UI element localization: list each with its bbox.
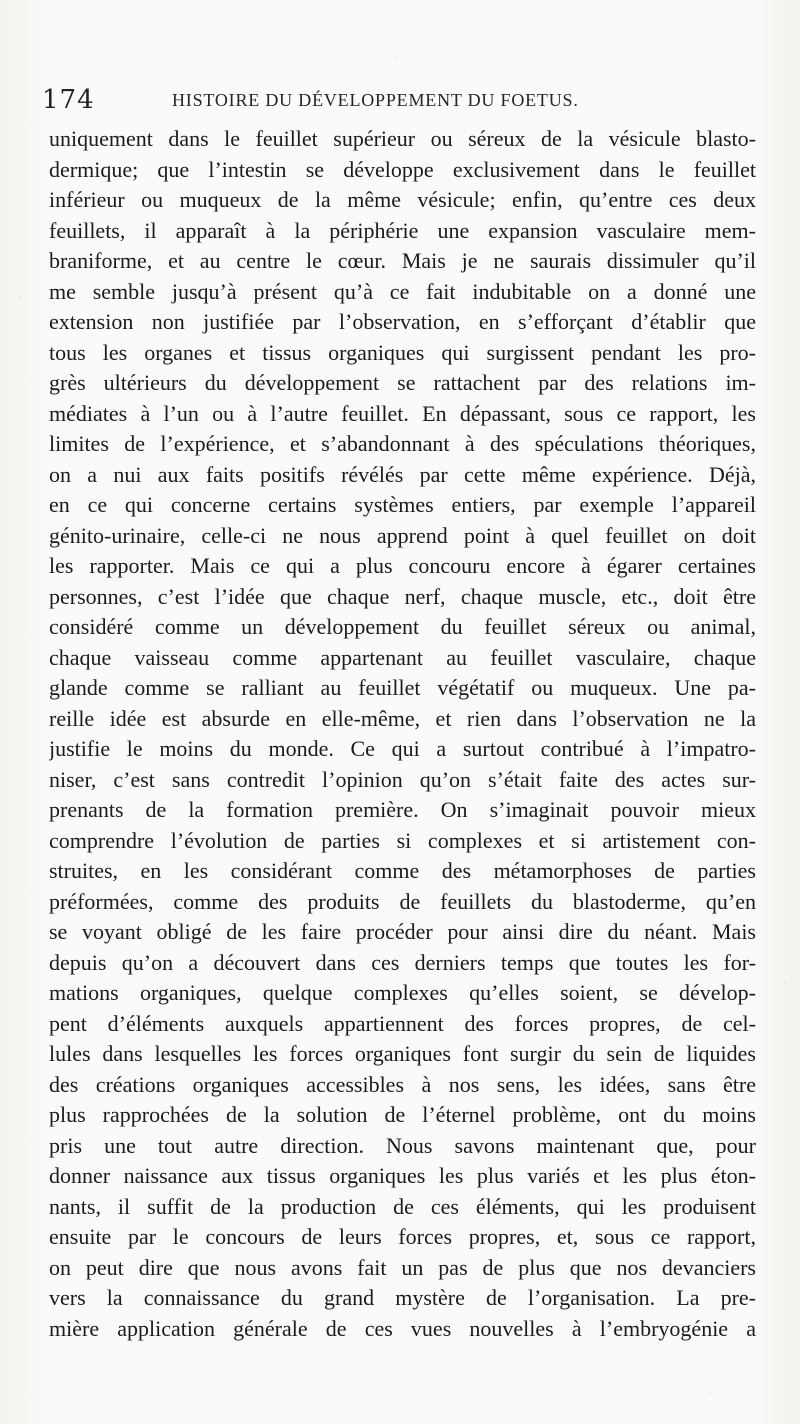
text-line: vers la connaissance du grand mystère de l’organisation. La pre- xyxy=(49,1285,756,1310)
text-line: prenants de la formation première. On s’imaginait pouvoir mieux xyxy=(49,797,756,822)
page-header xyxy=(42,84,758,116)
text-line: on peut dire que nous avons fait un pas de plus que nos devanciers xyxy=(49,1254,756,1280)
text-line: pent d’éléments auxquels appartiennent des forces propres, de cel- xyxy=(49,1010,756,1036)
text-line: se voyant obligé de les faire procéder pour ainsi dire du néant. Mais xyxy=(49,919,756,944)
text-line: mière application générale de ces vues nouvelles à l’embryogénie a xyxy=(49,1315,756,1341)
page-number: 174 xyxy=(42,85,95,115)
text-line: ensuite par le concours de leurs forces propres, et, sous ce rapport, xyxy=(49,1224,756,1249)
text-line: glande comme se ralliant au feuillet végétatif ou muqueux. Une pa- xyxy=(49,675,756,700)
text-line: braniforme, et au centre le cœur. Mais je ne saurais dissimuler qu’il xyxy=(49,248,756,273)
text-line: pris une tout autre direction. Nous savons maintenant que, pour xyxy=(49,1132,756,1158)
text-line: struites, en les considérant comme des métamorphoses de parties xyxy=(49,858,756,883)
text-line: me semble jusqu’à présent qu’à ce fait indubitable on a donné une xyxy=(49,278,756,304)
text-line: chaque vaisseau comme appartenant au feuillet vasculaire, chaque xyxy=(49,644,756,670)
text-line: feuillets, il apparaît à la périphérie une expansion vasculaire mem- xyxy=(49,217,756,243)
text-line: comprendre l’évolution de parties si complexes et si artistement con- xyxy=(49,827,756,853)
text-line: tous les organes et tissus organiques qui surgissent pendant les pro- xyxy=(49,339,756,365)
text-line: plus rapprochées de la solution de l’éternel problème, ont du moins xyxy=(49,1102,756,1127)
body-text xyxy=(49,124,756,1344)
text-line: inférieur ou muqueux de la même vésicule; enfin, qu’entre ces deux xyxy=(49,187,756,212)
text-line: grès ultérieurs du développement se rattachent par des relations im- xyxy=(49,370,756,395)
text-line: depuis qu’on a découvert dans ces derniers temps que toutes les for- xyxy=(49,949,756,975)
text-line: on a nui aux faits positifs révélés par cette même expérience. Déjà, xyxy=(49,461,756,487)
text-line: préformées, comme des produits de feuillets du blastoderme, qu’en xyxy=(49,888,756,914)
text-line: limites de l’expérience, et s’abandonnant à des spéculations théoriques, xyxy=(49,431,756,456)
text-line: mations organiques, quelque complexes qu’elles soient, se dévelop- xyxy=(49,980,756,1005)
text-line: dermique; que l’intestin se développe exclusivement dans le feuillet xyxy=(49,156,756,182)
text-line: nants, il suffit de la production de ces éléments, qui les produisent xyxy=(49,1193,756,1219)
running-title: HISTOIRE DU DÉVELOPPEMENT DU FOETUS. xyxy=(172,90,579,110)
text-line: justifie le moins du monde. Ce qui a surtout contribué à l’impatro- xyxy=(49,736,756,761)
text-line: reille idée est absurde en elle-même, et rien dans l’observation ne la xyxy=(49,705,756,731)
paper-speck xyxy=(784,982,786,984)
text-line: en ce qui concerne certains systèmes entiers, par exemple l’appareil xyxy=(49,492,756,517)
text-line: des créations organiques accessibles à nos sens, les idées, sans être xyxy=(49,1071,756,1097)
text-line: personnes, c’est l’idée que chaque nerf, chaque muscle, etc., doit être xyxy=(49,583,756,609)
paper-speck xyxy=(709,1392,711,1394)
text-line: médiates à l’un ou à l’autre feuillet. En dépassant, sous ce rapport, les xyxy=(49,400,756,426)
text-line: niser, c’est sans contredit l’opinion qu’on s’était faite des actes sur- xyxy=(49,766,756,792)
text-line: considéré comme un développement du feuillet séreux ou animal, xyxy=(49,614,756,639)
text-line: uniquement dans le feuillet supérieur ou séreux de la vésicule blasto- xyxy=(49,126,756,151)
text-line: génito-urinaire, celle-ci ne nous apprend point à quel feuillet on doit xyxy=(49,522,756,548)
text-line: donner naissance aux tissus organiques les plus variés et les plus éton- xyxy=(49,1163,756,1188)
text-line: les rapporter. Mais ce qui a plus concouru encore à égarer certaines xyxy=(49,553,756,578)
text-line: lules dans lesquelles les forces organiques font surgir du sein de liquides xyxy=(49,1041,756,1066)
text-line: extension non justifiée par l’observation, en s’efforçant d’établir que xyxy=(49,309,756,334)
paper-speck xyxy=(19,296,21,298)
paper-speck xyxy=(396,56,398,58)
